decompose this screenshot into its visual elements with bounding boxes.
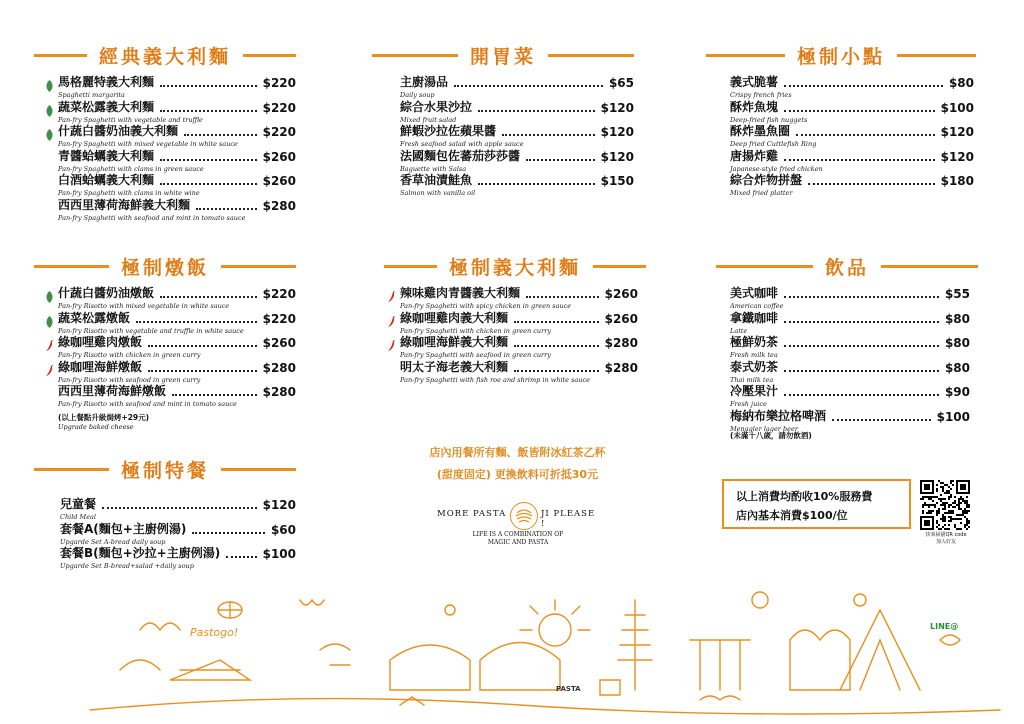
leader-dots	[784, 394, 939, 396]
menu-item-price: $260	[262, 336, 296, 350]
leader-dots	[832, 419, 931, 421]
menu-item-english: Pan-fry Spaghetti with seafood in green curry	[400, 351, 551, 359]
menu-item-name: 明太子海老義大利麵	[400, 359, 509, 374]
menu-item-english: Pan-fry Spaghetti with vegetable and truffle	[58, 115, 203, 124]
line-label: LINE@	[930, 622, 959, 631]
menu-item-english: Japanese-style fried chicken	[730, 164, 823, 173]
menu-item	[400, 361, 638, 386]
leader-dots	[148, 370, 257, 372]
section-header	[706, 42, 976, 68]
menu-item-name: 西西里薄荷海鮮燉飯	[58, 384, 167, 398]
menu-item-price: $260	[604, 311, 638, 326]
menu-item-price: $120	[940, 125, 974, 139]
leader-dots	[526, 159, 595, 161]
leader-dots	[192, 532, 265, 534]
svg-text:PASTA: PASTA	[556, 685, 581, 693]
menu-item-english: Pan-fry Risotto with chicken in green curry	[58, 351, 201, 359]
menu-item-name: 西西里薄荷海鮮義大利麵	[58, 197, 191, 212]
menu-item-english: Pan-fry Risotto with mixed vegetable in white sauce	[58, 302, 230, 310]
menu-item-name: 綠咖哩雞肉燉飯	[58, 335, 143, 349]
leader-dots	[160, 159, 257, 161]
menu-item-english: Mixed fried platter	[730, 189, 793, 197]
risotto-note: (以上餐點升級焗烤+29元)	[58, 412, 150, 422]
menu-item-price: $220	[262, 287, 296, 301]
leader-dots	[796, 134, 935, 136]
menu-item-english: Pan-fry Spaghetti with spicy chicken in green sauce	[400, 302, 572, 310]
svg-text:Pastogo!: Pastogo!	[190, 626, 239, 639]
section-header	[384, 253, 646, 279]
menu-item-english: Fresh milk tea	[730, 351, 778, 359]
menu-item-english: Thai milk tea	[730, 375, 774, 384]
menu-item-name: 梅納布樂拉格啤酒	[730, 408, 827, 423]
menu-item-name: 套餐A(麵包+主廚例湯)	[60, 521, 187, 536]
menu-item-name: 香草油漬鮭魚	[400, 173, 473, 187]
menu-item-price: $80	[948, 76, 974, 90]
leader-dots	[502, 134, 595, 136]
menu-item-name: 義式脆薯	[730, 75, 779, 89]
menu-item-price: $280	[262, 360, 296, 375]
menu-item-english: Daily soup	[400, 91, 435, 99]
menu-item-english: Latte	[730, 326, 748, 335]
menu-item-name: 主廚湯品	[400, 75, 449, 89]
menu-item-english: Deep-fried fish nuggets	[730, 115, 808, 124]
menu-item-price: $280	[262, 385, 296, 399]
menu-item-price: $220	[262, 311, 296, 326]
menu-item-name: 美式咖啡	[730, 286, 779, 300]
menu-item-english: Child Meal	[60, 513, 97, 521]
menu-item-english: Fresh seafood salad with apple sauce	[400, 140, 524, 148]
menu-item-english: Deep fried Cuttlefish Ring	[730, 140, 817, 148]
menu-item-english: Menagler lager beer	[730, 424, 798, 433]
menu-item-name: 白酒蛤蠣義大利麵	[58, 173, 155, 187]
menu-item-price: $65	[608, 76, 634, 90]
drinks-note: (未滿十八歲，請勿飲酒)	[730, 431, 812, 440]
menu-item-price: $120	[600, 125, 634, 139]
section-title: 飲品	[825, 256, 870, 279]
menu-item-price: $80	[944, 311, 970, 326]
leader-dots	[808, 183, 935, 185]
pasta-logo-icon	[510, 502, 538, 530]
menu-item-english: Upgarde Set A-bread daily soup	[60, 537, 166, 546]
menu-item-name: 拿鐵咖啡	[730, 310, 779, 325]
menu-item-name: 套餐B(麵包+沙拉+主廚例湯)	[60, 546, 221, 560]
menu-item-name: 法國麵包佐蕃茄莎莎醬	[400, 148, 521, 163]
menu-item	[58, 199, 296, 224]
leader-dots	[454, 85, 603, 87]
menu-item-price: $120	[600, 100, 634, 115]
menu-item-price: $80	[944, 360, 970, 375]
menu-item-english: Pan-fry Spaghetti with fish roe and shrimp in white sauce	[400, 375, 590, 384]
menu-item-english: Pan-fry Spaghetti with clams in white wine	[58, 189, 200, 197]
section-snacks	[706, 42, 976, 199]
leader-dots	[160, 296, 257, 298]
menu-item-price: $260	[604, 287, 638, 301]
menu-item-name: 綠咖哩海鮮燉飯	[58, 359, 143, 374]
menu-item-name: 鮮蝦沙拉佐蘋果醬	[400, 124, 497, 138]
menu-item-name: 辣味雞肉青醬義大利麵	[400, 286, 521, 300]
menu-item-name: 綜合炸物拼盤	[730, 173, 803, 187]
spicy-chili-icon	[45, 337, 54, 349]
menu-item-english: Pan-fry Spaghetti with mixed vegetable in white sauce	[58, 140, 238, 148]
leader-dots	[160, 183, 257, 185]
menu-item-name: 唐揚炸雞	[730, 148, 779, 163]
brand-logo: MORE PASTA JI PLEASE ! LIFE IS A COMBINATION OF MAGIC AND PASTA	[433, 498, 603, 548]
menu-item-name: 冷壓果汁	[730, 384, 779, 398]
spicy-chili-icon	[387, 313, 396, 325]
menu-item-english: Pan-fry Risotto with seafood and mint in tomato sauce	[58, 400, 237, 408]
menu-item	[730, 410, 970, 435]
section-header	[34, 42, 296, 68]
leader-dots	[478, 110, 595, 112]
menu-item-price: $100	[940, 100, 974, 115]
leader-dots	[102, 507, 257, 509]
vegetarian-leaf-icon	[45, 288, 54, 300]
menu-item-price: $220	[262, 100, 296, 115]
qr-code-icon[interactable]	[920, 480, 970, 530]
menu-item-price: $280	[604, 336, 638, 350]
section-title: 經典義大利麵	[99, 45, 232, 68]
leader-dots	[160, 110, 257, 112]
menu-item-price: $60	[270, 522, 296, 537]
menu-item-english: Pan-fry Spaghetti with chicken in green curry	[400, 326, 551, 335]
city-illustration	[0, 570, 1024, 724]
section-appetizers	[372, 42, 634, 199]
section-risotto	[34, 253, 296, 431]
menu-item-price: $180	[940, 174, 974, 188]
leader-dots	[784, 296, 939, 298]
menu-item	[730, 174, 974, 199]
menu-item-price: $260	[262, 149, 296, 164]
menu-item-price: $280	[604, 360, 638, 375]
service-charge-box: 以上消費均酌收10%服務費 店內基本消費$100/位	[722, 479, 911, 529]
leader-dots	[526, 296, 599, 298]
menu-item	[58, 385, 296, 410]
menu-item-name: 馬格麗特義大利麵	[58, 75, 155, 89]
menu-item-price: $220	[262, 76, 296, 90]
menu-item-name: 青醬蛤蠣義大利麵	[58, 148, 155, 163]
qr-caption: 快來掃描QR code 加入好友	[925, 532, 967, 545]
section-title: 極制燉飯	[121, 256, 210, 279]
spicy-chili-icon	[45, 362, 54, 374]
menu-item-english: Pan-fry Spaghetti with seafood and mint in tomato sauce	[58, 213, 246, 222]
leader-dots	[784, 85, 943, 87]
section-title: 極制義大利麵	[449, 256, 582, 279]
menu-item-english: Upgarde Set B-bread+salad +daily soup	[60, 562, 194, 570]
menu-item-english: American coffee	[730, 302, 784, 310]
leader-dots	[784, 110, 935, 112]
menu-item-name: 極鮮奶茶	[730, 335, 779, 349]
menu-item-price: $55	[944, 287, 970, 301]
menu-item-name: 綠咖哩雞肉義大利麵	[400, 310, 509, 325]
menu-item-price: $100	[936, 409, 970, 424]
menu-item-name: 綠咖哩海鮮義大利麵	[400, 335, 509, 349]
menu-item-english: Fresh juice	[730, 400, 767, 408]
menu-item-english: Crispy french fries	[730, 91, 792, 99]
section-title: 極制小點	[797, 45, 886, 68]
menu-item-name: 蔬菜松露義大利麵	[58, 99, 155, 114]
section-classic-pasta	[34, 42, 296, 223]
vegetarian-leaf-icon	[45, 313, 54, 325]
menu-item-name: 酥炸魚塊	[730, 99, 779, 114]
menu-item-price: $100	[262, 547, 296, 561]
menu-item-price: $120	[262, 498, 296, 512]
section-title: 開胃菜	[470, 45, 537, 68]
section-drinks	[716, 253, 978, 441]
section-title: 極制特餐	[121, 459, 210, 482]
menu-item-name: 酥炸墨魚圈	[730, 124, 791, 138]
risotto-note-en: Upgrade baked cheese	[58, 422, 134, 431]
leader-dots	[514, 321, 599, 323]
menu-item-name: 什蔬白醬奶油義大利麵	[58, 124, 179, 138]
section-header	[34, 253, 296, 279]
menu-item-english: Spaghetti margarita	[58, 91, 125, 99]
leader-dots	[784, 321, 939, 323]
menu-item-price: $120	[600, 149, 634, 164]
section-set-meals	[34, 456, 296, 572]
vegetarian-leaf-icon	[45, 126, 54, 138]
leader-dots	[784, 345, 939, 347]
menu-item-english: Salmon with vanilla oil	[400, 189, 476, 197]
menu-item-name: 泰式奶茶	[730, 359, 779, 374]
menu-item-price: $220	[262, 125, 296, 139]
leader-dots	[784, 370, 939, 372]
leader-dots	[226, 556, 256, 558]
leader-dots	[514, 370, 599, 372]
menu-item-price: $260	[262, 174, 296, 188]
section-header	[372, 42, 634, 68]
menu-item-price: $120	[940, 149, 974, 164]
menu-item-price: $280	[262, 198, 296, 213]
leader-dots	[514, 345, 599, 347]
menu-item-english: Pan-fry Spaghetti with clams in green sauce	[58, 164, 204, 173]
spicy-chili-icon	[387, 288, 396, 300]
menu-item-price: $90	[944, 385, 970, 399]
menu-item-english: Baguette with Salsa	[400, 164, 467, 173]
section-special-pasta	[384, 253, 646, 385]
menu-item-price: $150	[600, 174, 634, 188]
menu-item-price: $80	[944, 336, 970, 350]
leader-dots	[136, 321, 257, 323]
leader-dots	[784, 159, 935, 161]
menu-item-name: 綜合水果沙拉	[400, 99, 473, 114]
vegetarian-leaf-icon	[45, 102, 54, 114]
leader-dots	[478, 183, 595, 185]
leader-dots	[172, 394, 257, 396]
leader-dots	[148, 345, 257, 347]
vegetarian-leaf-icon	[45, 77, 54, 89]
leader-dots	[196, 208, 257, 210]
menu-item-english: Mixed fruit salad	[400, 115, 457, 124]
menu-item-english: Pan-fry Risotto with vegetable and truffle in white sauce	[58, 326, 244, 335]
menu-item-name: 兒童餐	[60, 497, 97, 511]
menu-item	[400, 174, 634, 199]
menu-item	[60, 547, 296, 572]
menu-item-name: 什蔬白醬奶油燉飯	[58, 286, 155, 300]
section-header	[716, 253, 978, 279]
menu-item-english: Pan-fry Risotto with seafood in green curry	[58, 375, 201, 384]
section-header	[34, 456, 296, 482]
leader-dots	[184, 134, 257, 136]
promo-text: 店內用餐所有麵、飯皆附冰紅茶乙杯 (甜度固定) 更換飲料可折抵30元	[429, 446, 606, 481]
spicy-chili-icon	[387, 337, 396, 349]
leader-dots	[160, 85, 257, 87]
menu-item-name: 蔬菜松露燉飯	[58, 310, 131, 325]
